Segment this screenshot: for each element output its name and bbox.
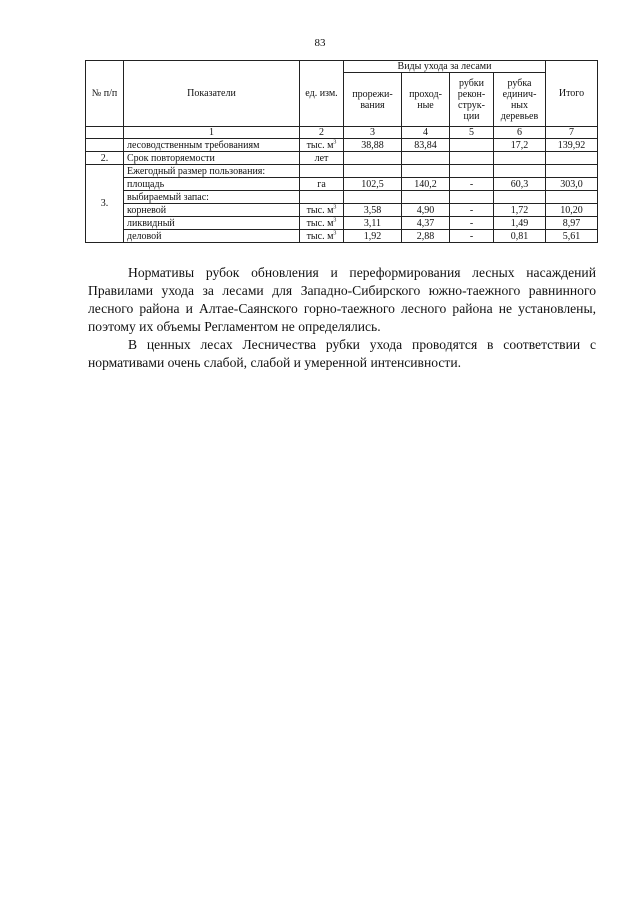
row-value: - [450, 178, 494, 191]
row-value: 38,88 [344, 139, 402, 152]
row-value [450, 139, 494, 152]
row-value: 303,0 [546, 178, 598, 191]
row-value [344, 152, 402, 165]
paragraph: В ценных лесах Лесничества рубки ухода проводятся в соответствии с нормативами очень слабой, слабой и умеренной интенсивности. [88, 337, 596, 370]
row-value [494, 152, 546, 165]
row-value [450, 165, 494, 178]
table-row [86, 230, 598, 243]
header-passing: проход-ные [402, 73, 450, 127]
header-unit: ед. изм. [300, 61, 344, 127]
row-value [402, 152, 450, 165]
row-value: 139,92 [546, 139, 598, 152]
col-number: 4 [402, 127, 450, 139]
col-number: 2 [300, 127, 344, 139]
row-indicator: деловой [124, 230, 300, 243]
table-row [86, 191, 598, 204]
col-number: 1 [124, 127, 300, 139]
row-value: 4,90 [402, 204, 450, 217]
row-value [546, 191, 598, 204]
paragraph: Нормативы рубок обновления и переформирования лесных насаждений Правилами ухода за лесами для Западно-Сибирского южно-таежного равнинного лесного района и Алтае-Саянского горно-таежного лесного района не установлены, поэтому их объемы Регламентом не определялись. [88, 265, 596, 334]
row-unit [300, 191, 344, 204]
row-indicator: Ежегодный размер пользования: [124, 165, 300, 178]
row-unit: тыс. $м^3$ [300, 230, 344, 243]
table-row [86, 152, 598, 165]
row-value: 8,97 [546, 217, 598, 230]
table-row [86, 139, 598, 152]
row-value: 102,5 [344, 178, 402, 191]
header-thinning: прорежи-вания [344, 73, 402, 127]
row-value: 1,49 [494, 217, 546, 230]
row-unit: тыс. $м^3$ [300, 204, 344, 217]
row-unit: тыс. $м^3$ [300, 217, 344, 230]
row-value [402, 191, 450, 204]
row-value [494, 191, 546, 204]
table-row [86, 178, 598, 191]
row-indicator: выбираемый запас: [124, 191, 300, 204]
page-number: 83 [314, 37, 326, 49]
row-indicator: корневой [124, 204, 300, 217]
row-value: 0,81 [494, 230, 546, 243]
row-indicator: лесоводственным требованиям [124, 139, 300, 152]
table-row [86, 204, 598, 217]
row-value: 4,37 [402, 217, 450, 230]
body-text [88, 264, 596, 372]
row-value: - [450, 204, 494, 217]
col-number: 6 [494, 127, 546, 139]
row-value: 3,11 [344, 217, 402, 230]
row-value: 140,2 [402, 178, 450, 191]
table-row [86, 165, 598, 178]
row-value [344, 191, 402, 204]
col-number: 7 [546, 127, 598, 139]
row-unit: лет [300, 152, 344, 165]
row-value [546, 165, 598, 178]
row-value: 3,58 [344, 204, 402, 217]
row-value: 5,61 [546, 230, 598, 243]
header-single-trees: рубка единич-ных деревьев [494, 73, 546, 127]
header-num: № п/п [86, 61, 124, 127]
row-value: - [450, 217, 494, 230]
row-unit [300, 165, 344, 178]
row-num: 3. [86, 165, 124, 243]
header-reconstruction: рубки рекон-струк-ции [450, 73, 494, 127]
row-value [402, 165, 450, 178]
header-total: Итого [546, 61, 598, 127]
forest-care-table [85, 60, 598, 243]
row-value [344, 165, 402, 178]
header-indicator: Показатели [124, 61, 300, 127]
row-value: 10,20 [546, 204, 598, 217]
col-number-blank [86, 127, 124, 139]
row-value: 2,88 [402, 230, 450, 243]
row-value [450, 191, 494, 204]
row-indicator: площадь [124, 178, 300, 191]
col-number: 3 [344, 127, 402, 139]
table-row [86, 217, 598, 230]
row-unit: тыс. $м^3$ [300, 139, 344, 152]
row-value: 60,3 [494, 178, 546, 191]
row-value [450, 152, 494, 165]
row-value: 17,2 [494, 139, 546, 152]
col-number: 5 [450, 127, 494, 139]
row-num [86, 139, 124, 152]
row-value [546, 152, 598, 165]
row-value [494, 165, 546, 178]
row-value: - [450, 230, 494, 243]
header-group: Виды ухода за лесами [344, 61, 546, 73]
row-value: 1,92 [344, 230, 402, 243]
row-num: 2. [86, 152, 124, 165]
row-indicator: ликвидный [124, 217, 300, 230]
column-numbers-row [86, 127, 598, 139]
row-unit: га [300, 178, 344, 191]
row-indicator: Срок повторяемости [124, 152, 300, 165]
row-value: 83,84 [402, 139, 450, 152]
row-value: 1,72 [494, 204, 546, 217]
